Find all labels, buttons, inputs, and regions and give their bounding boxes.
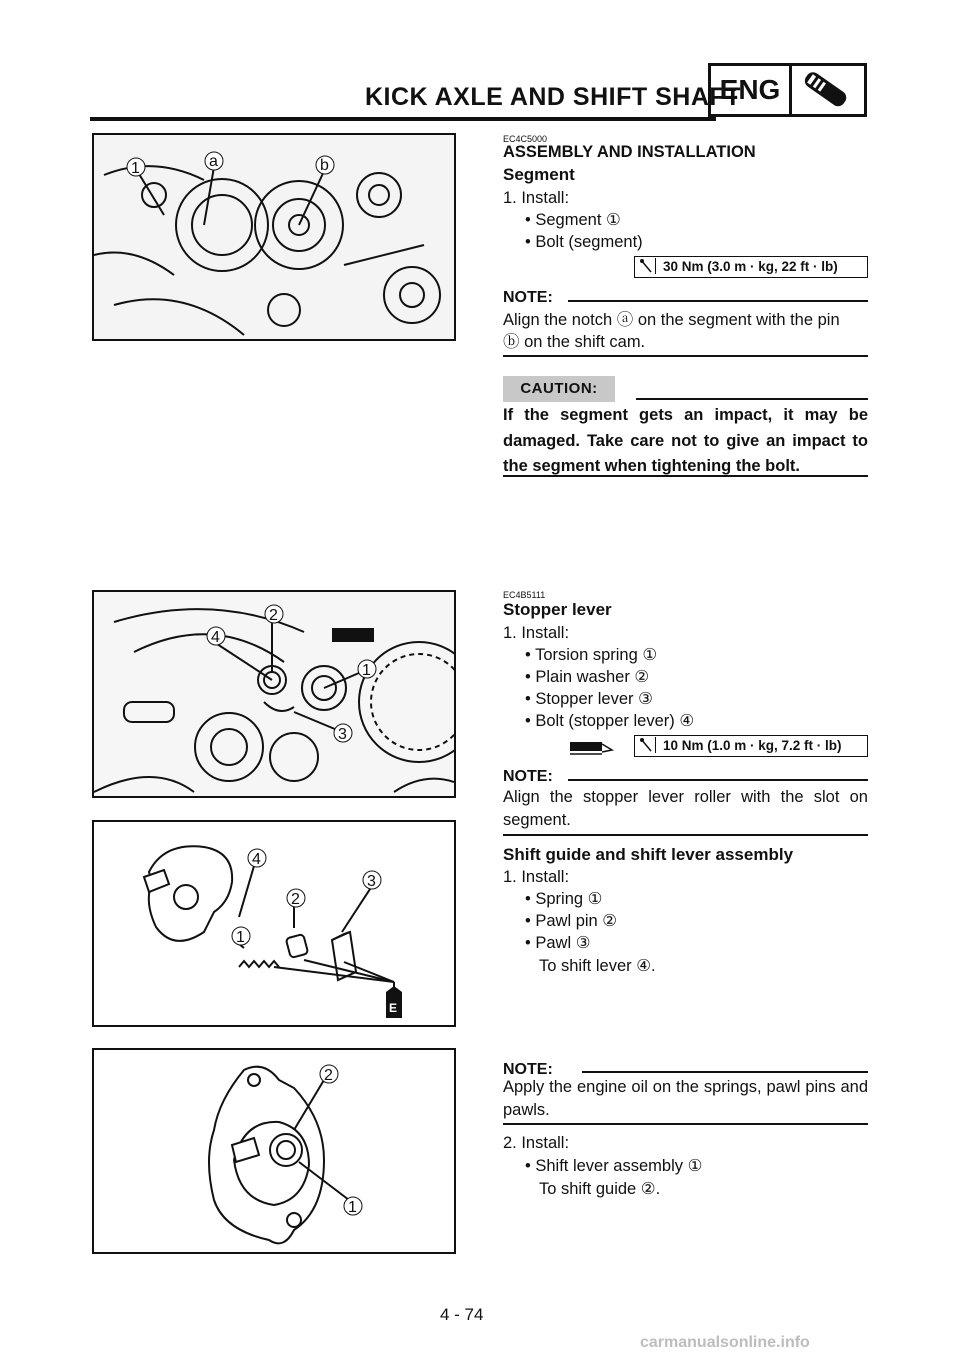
- list-item: • Bolt (segment): [525, 233, 643, 251]
- list-item: • Stopper lever ③: [525, 690, 653, 708]
- instruction-text: To shift guide ②.: [539, 1180, 661, 1198]
- eng-badge: ENG: [708, 63, 792, 117]
- list-item: • Torsion spring ①: [525, 646, 658, 664]
- shift-guide-diagram: [92, 820, 456, 1027]
- note-text: ⓑ on the shift cam.: [503, 333, 646, 351]
- list-item: • Plain washer ②: [525, 668, 650, 686]
- section-heading: Stopper lever: [503, 600, 612, 619]
- thread-locker-icon: [568, 738, 618, 758]
- page-header-title: KICK AXLE AND SHIFT SHAFT: [365, 83, 741, 111]
- wrench-engine-icon: [792, 63, 867, 117]
- note-rule: [568, 300, 868, 302]
- section-heading: ASSEMBLY AND INSTALLATION: [503, 143, 756, 161]
- figure-label: b: [320, 157, 329, 174]
- figure-label: 2: [291, 891, 300, 908]
- list-item: • Shift lever assembly ①: [525, 1157, 703, 1175]
- note-end-rule: [503, 1123, 868, 1125]
- note-label: NOTE:: [503, 768, 553, 785]
- caution-rule: [636, 398, 868, 400]
- instruction-text: To shift lever ④.: [539, 957, 656, 975]
- figure-label: 3: [367, 873, 376, 890]
- torque-spec: 10 Nm (1.0 m · kg, 7.2 ft · lb): [634, 735, 868, 757]
- stopper-lever-photo: [92, 590, 456, 798]
- figure-label: 3: [338, 726, 347, 743]
- note-rule: [582, 1071, 868, 1073]
- section-heading: Shift guide and shift lever assembly: [503, 845, 794, 864]
- figure-label: 2: [324, 1067, 333, 1084]
- note-rule: [568, 779, 868, 781]
- list-item: • Pawl pin ②: [525, 912, 618, 930]
- note-label: NOTE:: [503, 289, 553, 306]
- note-end-rule: [503, 834, 868, 836]
- list-item: • Bolt (stopper lever) ④: [525, 712, 695, 730]
- note-text: Apply the engine oil on the springs, pawl pins and pawls.: [503, 1078, 868, 1119]
- figure-label: a: [209, 153, 218, 170]
- note-text: Align the stopper lever roller with the slot on segment.: [503, 788, 868, 829]
- subsection-heading: Segment: [503, 165, 575, 184]
- header-rule: [90, 117, 716, 121]
- figure-label: 1: [131, 160, 140, 177]
- step-text: 2. Install:: [503, 1134, 570, 1152]
- torque-spec: 30 Nm (3.0 m · kg, 22 ft · lb): [634, 256, 868, 278]
- page-number: 4 - 74: [440, 1305, 484, 1324]
- list-item: • Spring ①: [525, 890, 603, 908]
- note-end-rule: [503, 355, 868, 357]
- torque-wrench-icon: [639, 737, 656, 753]
- note-text: Align the notch ⓐ on the segment with the pin: [503, 311, 840, 329]
- segment-installation-photo: [92, 133, 456, 341]
- note-label: NOTE:: [503, 1061, 553, 1078]
- caution-end-rule: [503, 475, 868, 477]
- figure-label: 1: [236, 929, 245, 946]
- list-item: • Pawl ③: [525, 934, 591, 952]
- section-code: EC4C5000: [503, 134, 548, 144]
- figure-label: 2: [269, 607, 278, 624]
- watermark-text: carmanualsonline.info: [640, 1334, 810, 1351]
- figure-label: 4: [211, 629, 220, 646]
- figure-label: 1: [362, 662, 371, 679]
- figure-label: 4: [252, 851, 261, 868]
- caution-label: CAUTION:: [503, 376, 615, 402]
- step-text: 1. Install:: [503, 868, 570, 886]
- shift-lever-assembly-diagram: [92, 1048, 456, 1254]
- list-item: • Segment ①: [525, 211, 621, 229]
- step-text: 1. Install:: [503, 189, 570, 207]
- section-code: EC4B5111: [503, 590, 546, 600]
- figure-label: 1: [348, 1199, 357, 1216]
- engine-oil-label: E: [389, 1001, 398, 1015]
- caution-text: If the segment gets an impact, it may be damaged. Take care not to give an impact to the segment when tightening the bolt.: [503, 406, 868, 475]
- step-text: 1. Install:: [503, 624, 570, 642]
- torque-wrench-icon: [639, 258, 656, 274]
